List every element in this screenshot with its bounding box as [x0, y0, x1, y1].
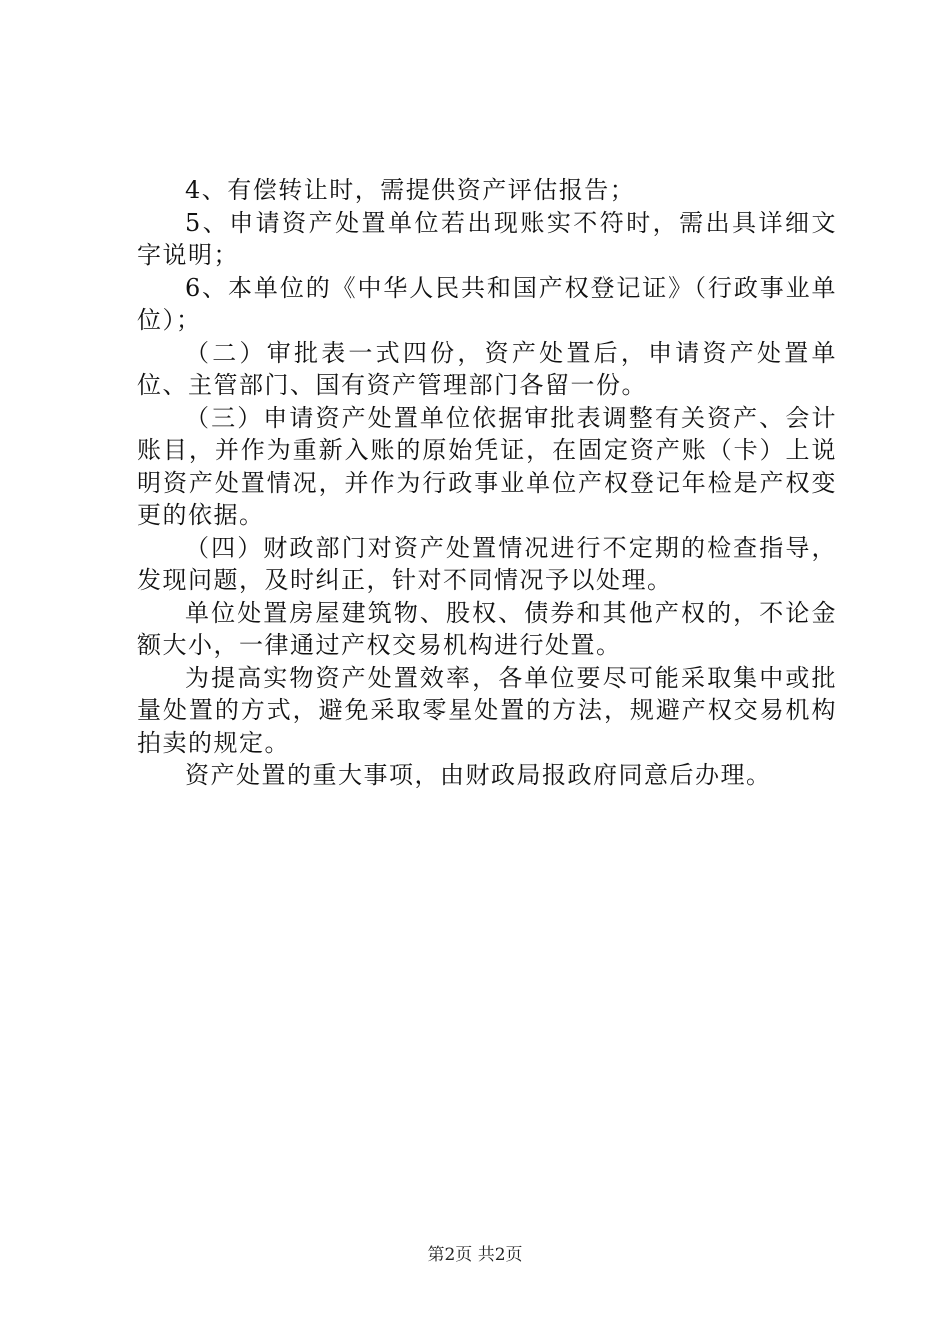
paragraph-item-5: 5、申请资产处置单位若出现账实不符时，需出具详细文字说明； [137, 208, 837, 269]
paragraph-section-4: （四）财政部门对资产处置情况进行不定期的检查指导，发现问题，及时纠正，针对不同情况予以处理。 [137, 533, 837, 594]
page-number-footer: 第2页 共2页 [427, 1245, 523, 1265]
paragraph-section-2: （二）审批表一式四份，资产处置后，申请资产处置单位、主管部门、国有资产管理部门各留一份。 [137, 338, 837, 399]
paragraph-property-disposal: 单位处置房屋建筑物、股权、债券和其他产权的，不论金额大小，一律通过产权交易机构进行处置。 [137, 598, 837, 659]
paragraph-item-4: 4、有偿转让时，需提供资产评估报告； [185, 176, 636, 204]
paragraph-efficiency: 为提高实物资产处置效率，各单位要尽可能采取集中或批量处置的方式，避免采取零星处置的方法，规避产权交易机构拍卖的规定。 [137, 663, 837, 757]
paragraph-item-6: 6、本单位的《中华人民共和国产权登记证》（行政事业单位）； [137, 273, 837, 334]
paragraph-section-3: （三）申请资产处置单位依据审批表调整有关资产、会计账目，并作为重新入账的原始凭证，在固定资产账（卡）上说明资产处置情况，并作为行政事业单位产权登记年检是产权变更的依据。 [137, 403, 837, 529]
document-body [137, 174, 837, 792]
paragraph-major-matters: 资产处置的重大事项，由财政局报政府同意后办理。 [185, 761, 772, 789]
